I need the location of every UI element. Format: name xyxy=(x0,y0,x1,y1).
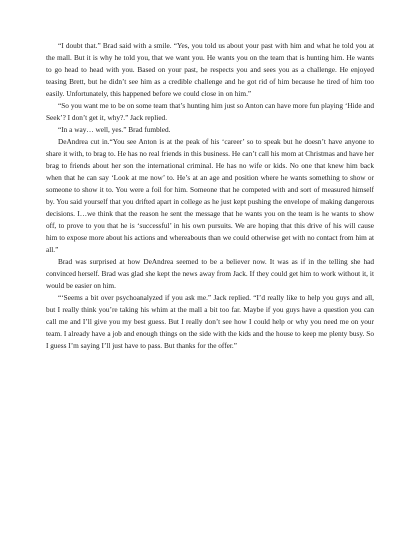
paragraph: “So you want me to be on some team that’s hunting him just so Anton can have more fun playing ‘Hide and Seek’? I don’t get it, why?.” Jack replied. xyxy=(46,101,374,122)
paragraph: “I doubt that.” Brad said with a smile. “Yes, you told us about your past with him and what he told you at the mall. But it is why he told you, that we want you. He wants you on the team that is hunting him. He wants to go head to head with you. Based on your past, he respects you and sees you as a challenge. He enjoyed teasing Brett, but he didn’t see him as a credible challenge and he got rid of him because he tired of him too easily. Unfortunately, this happened before we could close in on him.” xyxy=(46,41,374,98)
paragraph: “In a way… well, yes.” Brad fumbled. xyxy=(58,125,171,134)
paragraph: Brad was surprised at how DeAndrea seemed to be a believer now. It was as if in the telling she had convinced herself. Brad was glad she kept the news away from Jack. If they could get him to work without it, it would be easier on him. xyxy=(46,257,374,290)
paragraph: “‘Seems a bit over psychoanalyzed if you ask me.” Jack replied. “I’d really like to help you guys and all, but I really think you’re taking his whim at the mall a bit too far. Maybe if you guys have a question you can call me and I’ll give you my best guess. But I really don’t see how I could help or why you need me on your team. I already have a job and enough things on the side with the kids and the house to keep me plenty busy. So I guess I’m saying I’ll just have to pass. But thanks for the offer.” xyxy=(46,293,374,350)
paragraph: DeAndrea cut in.“You see Anton is at the peak of his ‘career’ so to speak but he doesn’t have anyone to share it with, to brag to. He has no real friends in this business. He can’t call his mom at Christmas and have her brag to friends about her son the international criminal. He has no wife or kids. No one that knew him back when that he can say ‘Look at me now’ to. He’s at an age and position where he wants something to show or someone to show it to. You were a foil for him. Someone that he competed with and sort of measured himself by. You said yourself that you drifted apart in college as he just kept pushing the envelope of making dangerous decisions. I…we think that the reason he sent the message that he wants you on the team is he wants to show off, to prove to you that he is ‘successful’ in his own pursuits. We are hoping that this drive of his will cause him to expose more about his actions and whereabouts than we could otherwise get with no contact from him at all.” xyxy=(46,137,374,254)
body-text xyxy=(46,40,374,352)
